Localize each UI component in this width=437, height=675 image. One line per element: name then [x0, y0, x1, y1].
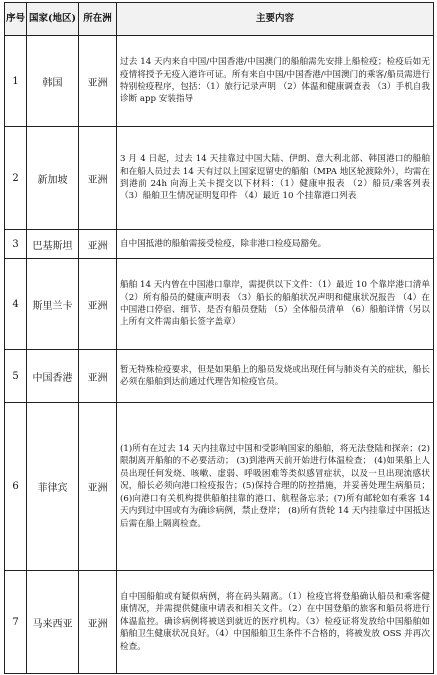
- row-continent: 亚洲: [79, 36, 117, 127]
- row-content: 自中国船舶或有疑似病例，将在码头隔离。（1）检疫官将登船确认船员和乘客健康情况，并需提供健康申请表和相关文件。（2）在中国登船的旅客和船员将进行体温监控。确诊病例将被送到就近的医疗机构。（3）检疫证将发放给中国船舶如船舶卫生健康状况良好。（4）中国船舶卫生条件不合格的，将被发放 OSS 并再次检查。: [117, 571, 434, 674]
- table-row: [5, 350, 434, 403]
- row-content: (1)所有在过去 14 天内挂靠过中国和受影响国家的船舶，将无法登陆和探亲；(2)限制离开船舶的不必要活动； (3)到港两天前开始进行体温检查； (4)如果船上人员出现任何发烧、咳嗽、虚弱、呼吸困难等类似感冒症状，以及一旦出现流感状况，船长必须向港口检疫报告；(5)保持合理的防控措施，并妥善处理生病船员；(6)向港口有关机构提供船舶挂靠的港口、航程备忘录；(7)所有邮轮如有乘客 14 天内到过中国或有为确诊病例，禁止登岸； (8)所有货轮 14 天内挂靠过中国抵达后需在船上隔离检查。: [117, 403, 434, 571]
- row-content: 船舶 14 天内曾在中国港口靠岸，需提供以下文件：（1）最近 10 个靠岸港口清单 （2）所有船员的健康声明表 （3）船长的船舶状况声明和健康状况报告 （4）在中国港口停宿、细节、是否有船员登陆 （5）全体船员清单 （6）船舶详情（另以上所有文件需由船长签字盖章）: [117, 259, 434, 350]
- header-index: 序号: [5, 3, 27, 36]
- table-row: [5, 36, 434, 127]
- row-country: 马来西亚: [27, 571, 79, 674]
- row-country: 韩国: [27, 36, 79, 127]
- row-country: 巴基斯坦: [27, 230, 79, 259]
- quarantine-table: [4, 2, 434, 674]
- table-row: [5, 571, 434, 674]
- row-country: 新加坡: [27, 127, 79, 230]
- row-country: 中国香港: [27, 350, 79, 403]
- row-continent: 亚洲: [79, 127, 117, 230]
- table-row: [5, 230, 434, 259]
- row-content: 暂无特殊检疫要求，但是如果船上的船员发烧或出现任何与肺炎有关的症状，船长必须在船舶到达前通过代理告知检疫官员。: [117, 350, 434, 403]
- header-country: 国家(地区): [27, 3, 79, 36]
- row-country: 斯里兰卡: [27, 259, 79, 350]
- row-continent: 亚洲: [79, 259, 117, 350]
- row-index: 3: [5, 230, 27, 259]
- row-content: 3 月 4 日起，过去 14 天挂靠过中国大陆、伊朗、意大利北部、韩国港口的船舶和在船人员过去 14 天有过以上国家逗留史的船舶（MPA 地区轮渡除外），均需在到港前 24h 向海上关卡提交以下材料：（1）健康申报表 （2）船员/乘客列表 （3）船舶卫生情况证明复印件 （4）最近 10 个挂靠港口列表: [117, 127, 434, 230]
- row-continent: 亚洲: [79, 350, 117, 403]
- table-row: [5, 403, 434, 571]
- header-content: 主要内容: [117, 3, 434, 36]
- row-continent: 亚洲: [79, 571, 117, 674]
- row-country: 菲律宾: [27, 403, 79, 571]
- header-continent: 所在洲: [79, 3, 117, 36]
- row-continent: 亚洲: [79, 230, 117, 259]
- row-index: 6: [5, 403, 27, 571]
- row-index: 7: [5, 571, 27, 674]
- table-row: [5, 127, 434, 230]
- table-header-row: [5, 3, 434, 36]
- row-index: 5: [5, 350, 27, 403]
- row-index: 2: [5, 127, 27, 230]
- row-content: 自中国抵港的船舶需接受检疫，除非港口检疫局豁免。: [117, 230, 434, 259]
- table-row: [5, 259, 434, 350]
- row-index: 4: [5, 259, 27, 350]
- row-continent: 亚洲: [79, 403, 117, 571]
- row-content: 过去 14 天内来自中国/中国香港/中国澳门的船舶需先安排上船检疫；检疫后如无疫情将授予无疫入港许可证。所有来自中国/中国香港/中国澳门的乘客/船员需进行特别检疫程序，包括：（1）旅行记录声明 （2）体温和健康调查表 （3）手机自我诊断 app 安装指导: [117, 36, 434, 127]
- row-index: 1: [5, 36, 27, 127]
